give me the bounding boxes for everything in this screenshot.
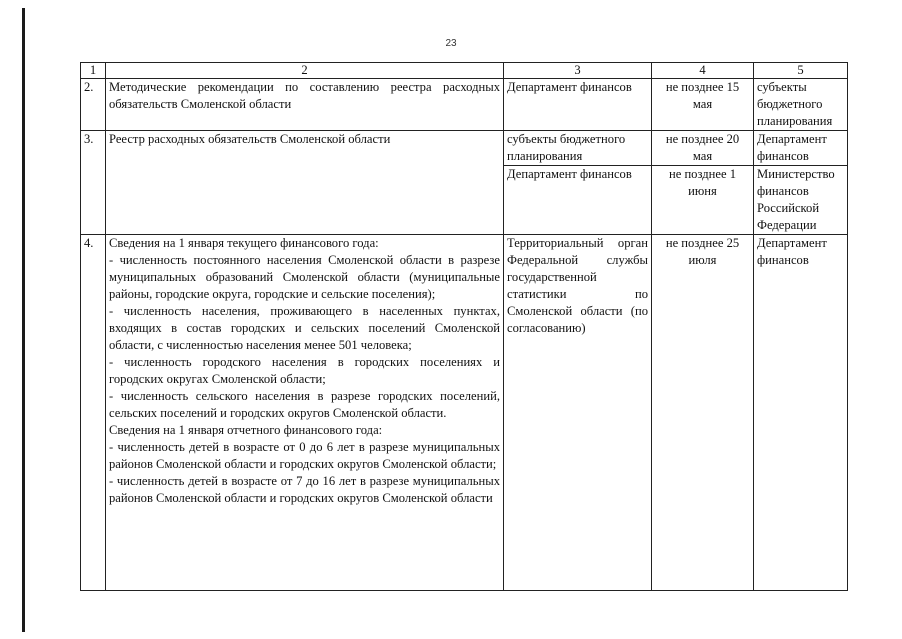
- header-col-2: 2: [106, 63, 504, 79]
- deadline-cell: не позднее 20 мая: [652, 131, 754, 166]
- row-number: 3.: [81, 131, 106, 235]
- reporting-schedule-table: [80, 62, 848, 591]
- deadline-cell: не позднее 25 июля: [652, 235, 754, 591]
- list-item: - численность городского населения в городских поселениях и городских округах Смоленской области;: [109, 355, 500, 386]
- section-heading: Сведения на 1 января отчетного финансового года:: [109, 423, 383, 437]
- recipient-cell: Министерство финансов Российской Федерации: [754, 166, 848, 235]
- table-header-row: [81, 63, 848, 79]
- executor-cell: Территориальный орган Федеральной службы государственной статистики по Смоленской области (по согласованию): [504, 235, 652, 591]
- document-name-cell: Реестр расходных обязательств Смоленской области: [106, 131, 504, 235]
- binding-edge-line: [22, 8, 25, 632]
- executor-cell: субъекты бюджетного планирования: [504, 131, 652, 166]
- executor-cell: Департамент финансов: [504, 79, 652, 131]
- table-row-4: [81, 235, 848, 591]
- list-item: - численность постоянного населения Смоленской области в разрезе муниципальных образований Смоленской области (муниципальные районы, городские округа, городские и сельские поселения);: [109, 253, 500, 301]
- row-number: 2.: [81, 79, 106, 131]
- deadline-cell: не позднее 1 июня: [652, 166, 754, 235]
- section-heading: Сведения на 1 января текущего финансового года:: [109, 236, 379, 250]
- recipient-cell: Департамент финансов: [754, 235, 848, 591]
- header-col-5: 5: [754, 63, 848, 79]
- document-name-cell: [106, 235, 504, 591]
- list-item: - численность детей в возрасте от 0 до 6 лет в разрезе муниципальных районов Смоленской области и городских округов Смоленской области;: [109, 440, 500, 471]
- list-item: - численность населения, проживающего в населенных пунктах, входящих в состав городских и сельских поселений Смоленской области, с численностью населения менее 501 человека;: [109, 304, 500, 352]
- header-col-4: 4: [652, 63, 754, 79]
- deadline-cell: не позднее 15 мая: [652, 79, 754, 131]
- list-item: - численность детей в возрасте от 7 до 16 лет в разрезе муниципальных районов Смоленской области и городских округов Смоленской области: [109, 474, 500, 505]
- row-number: 4.: [81, 235, 106, 591]
- page-number: 23: [445, 38, 457, 49]
- header-col-1: 1: [81, 63, 106, 79]
- document-name-cell: Методические рекомендации по составлению реестра расходных обязательств Смоленской области: [106, 79, 504, 131]
- table-row-2: [81, 79, 848, 131]
- list-item: - численность сельского населения в разрезе городских поселений, сельских поселений и городских округов Смоленской области.: [109, 389, 500, 420]
- recipient-cell: субъекты бюджетного планирования: [754, 79, 848, 131]
- recipient-cell: Департамент финансов: [754, 131, 848, 166]
- header-col-3: 3: [504, 63, 652, 79]
- executor-cell: Департамент финансов: [504, 166, 652, 235]
- table-row-3a: [81, 131, 848, 166]
